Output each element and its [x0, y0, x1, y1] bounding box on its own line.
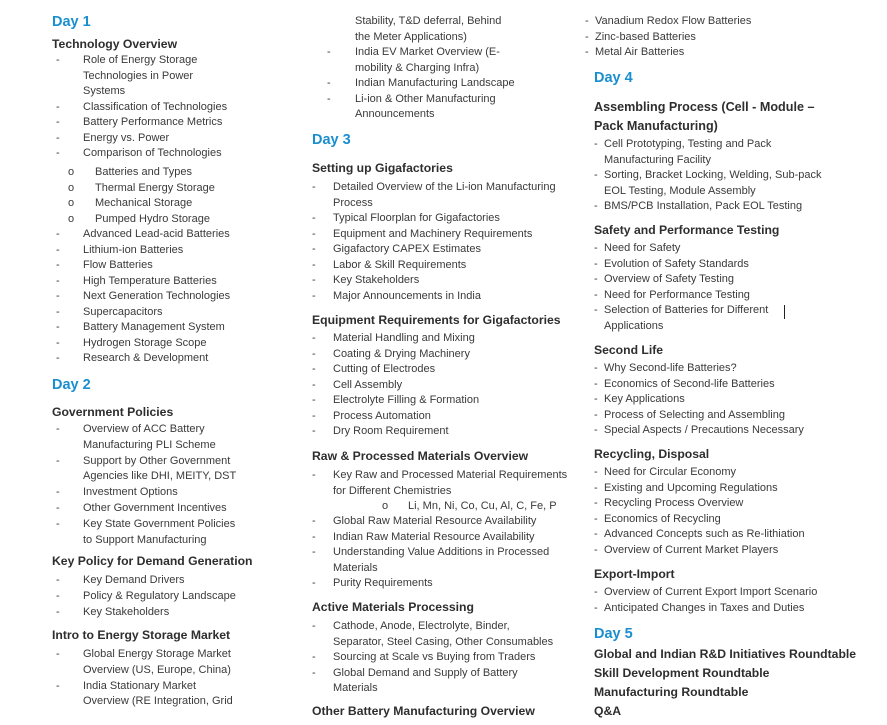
dash-bullet-icon: -: [594, 257, 598, 270]
dash-bullet-icon: -: [594, 466, 598, 478]
list-item-text: Flow Batteries: [83, 259, 153, 271]
list-item-text: Labor & Skill Requirements: [333, 258, 467, 271]
dash-bullet-icon: -: [594, 424, 598, 436]
dash-bullet-icon: -: [585, 15, 589, 27]
list-item-text: Next Generation Technologies: [83, 290, 231, 302]
list-item-text: Typical Floorplan for Gigafactories: [333, 212, 500, 224]
list-item-text: Global Demand and Supply of Battery: [333, 666, 518, 679]
dash-bullet-icon: -: [327, 77, 331, 89]
list-item-text: Understanding Value Additions in Processed: [333, 546, 550, 558]
list-item-text: Energy vs. Power: [83, 131, 170, 144]
dash-bullet-icon: -: [56, 305, 60, 318]
list-item-text: Need for Safety: [604, 242, 681, 254]
list-item-text: Major Announcements in India: [333, 289, 481, 302]
dash-bullet-icon: -: [594, 304, 598, 316]
list-item-text: Cell Assembly: [333, 378, 403, 391]
list-item-text: India EV Market Overview (E-: [355, 46, 500, 58]
dash-bullet-icon: -: [594, 200, 598, 212]
dash-bullet-icon: -: [312, 651, 316, 663]
dash-bullet-icon: -: [56, 274, 60, 287]
list-item-text: Advanced Lead-acid Batteries: [83, 228, 230, 240]
list-item-text: BMS/PCB Installation, Pack EOL Testing: [604, 200, 803, 212]
list-item-text: Technologies in Power: [83, 69, 194, 82]
list-item-text: EOL Testing, Module Assembly: [604, 184, 756, 197]
dash-bullet-icon: -: [312, 378, 316, 391]
dash-bullet-icon: -: [312, 289, 316, 302]
dash-bullet-icon: -: [312, 258, 316, 271]
list-item-text: Economics of Recycling: [604, 512, 721, 525]
dash-bullet-icon: -: [312, 332, 316, 344]
list-item-text: Cathode, Anode, Electrolyte, Binder,: [333, 620, 510, 632]
list-item-text: Need for Performance Testing: [604, 288, 750, 301]
list-item-text: Sorting, Bracket Locking, Welding, Sub-pack: [604, 169, 822, 181]
dash-bullet-icon: -: [594, 393, 598, 405]
section-heading-recycling: Recycling, Disposal: [594, 447, 710, 461]
dash-bullet-icon: -: [594, 601, 598, 614]
dash-bullet-icon: -: [56, 321, 60, 333]
dash-bullet-icon: -: [56, 606, 60, 619]
list-item-text: Sourcing at Scale vs Buying from Traders: [333, 651, 536, 663]
list-item-text: Other Government Incentives: [83, 502, 227, 515]
dash-bullet-icon: -: [56, 147, 60, 159]
list-item-text: Key Demand Drivers: [83, 574, 185, 586]
list-item-text: Selection of Batteries for Different: [604, 304, 769, 316]
dash-bullet-icon: -: [56, 100, 60, 113]
dash-bullet-icon: -: [594, 512, 598, 525]
circle-bullet-icon: o: [68, 197, 75, 209]
list-item-text: Role of Energy Storage: [83, 54, 198, 66]
list-item-text: Key Applications: [604, 393, 685, 405]
dash-bullet-icon: -: [594, 362, 598, 374]
section-heading-active-materials: Active Materials Processing: [312, 600, 474, 614]
circle-bullet-icon: o: [68, 212, 75, 225]
list-item-text: Stability, T&D deferral, Behind: [355, 15, 502, 27]
list-item-text: High Temperature Batteries: [83, 274, 217, 287]
list-item-text: Manufacturing Facility: [604, 153, 711, 166]
dash-bullet-icon: -: [312, 620, 316, 632]
section-heading-other-battery: Other Battery Manufacturing Overview: [312, 704, 535, 718]
section-heading-gigafactories: Setting up Gigafactories: [312, 161, 453, 175]
day-5-roundtable-item: Skill Development Roundtable: [594, 666, 770, 680]
dash-bullet-icon: -: [56, 590, 60, 603]
list-item-text: Materials: [333, 682, 378, 694]
dash-bullet-icon: -: [594, 528, 598, 540]
circle-bullet-icon: o: [68, 166, 75, 178]
list-item-text: Process: [333, 196, 373, 209]
dash-bullet-icon: -: [56, 352, 60, 364]
list-item-text: Battery Management System: [83, 321, 225, 333]
list-item-text: Announcements: [355, 108, 435, 120]
list-item-text: Comparison of Technologies: [83, 147, 222, 159]
circle-bullet-icon: o: [68, 181, 75, 194]
dash-bullet-icon: -: [56, 574, 60, 586]
dash-bullet-icon: -: [56, 336, 60, 349]
list-item-text: Policy & Regulatory Landscape: [83, 590, 236, 603]
list-item-text: Systems: [83, 85, 126, 97]
list-item-text: Indian Raw Material Resource Availability: [333, 530, 535, 543]
section-heading-second-life: Second Life: [594, 343, 664, 357]
list-item-text: Evolution of Safety Standards: [604, 257, 749, 270]
section-heading-government-policies: Government Policies: [52, 405, 174, 419]
section-heading-export-import: Export-Import: [594, 567, 675, 581]
dash-bullet-icon: -: [56, 486, 60, 499]
list-item-text: Mechanical Storage: [95, 197, 193, 209]
list-item-text: Materials: [333, 561, 378, 574]
day-5-title: Day 5: [594, 626, 633, 642]
section-heading-raw-materials: Raw & Processed Materials Overview: [312, 449, 529, 463]
dash-bullet-icon: -: [56, 518, 60, 531]
list-item-text: Separator, Steel Casing, Other Consumables: [333, 635, 554, 648]
dash-bullet-icon: -: [312, 363, 316, 375]
list-item-text: Gigafactory CAPEX Estimates: [333, 243, 481, 255]
list-item-text: Coating & Drying Machinery: [333, 347, 470, 360]
dash-bullet-icon: -: [312, 181, 316, 193]
list-item-text: Key State Government Policies: [83, 518, 236, 531]
dash-bullet-icon: -: [312, 243, 316, 255]
list-item-text: Battery Performance Metrics: [83, 116, 223, 128]
list-item-text: Lithium-ion Batteries: [83, 243, 184, 256]
list-item-text: Special Aspects / Precautions Necessary: [604, 424, 804, 436]
list-item-text: India Stationary Market: [83, 679, 197, 692]
list-item-text: Equipment and Machinery Requirements: [333, 227, 533, 240]
list-item-text: Purity Requirements: [333, 577, 433, 589]
list-item-text: Classification of Technologies: [83, 100, 228, 113]
list-item-text: Thermal Energy Storage: [95, 181, 215, 194]
dash-bullet-icon: -: [56, 259, 60, 271]
dash-bullet-icon: -: [594, 288, 598, 301]
dash-bullet-icon: -: [594, 377, 598, 390]
list-item-text: Recycling Process Overview: [604, 497, 744, 509]
dash-bullet-icon: -: [585, 46, 589, 58]
list-item-text: Material Handling and Mixing: [333, 332, 475, 344]
list-item-text: Global Energy Storage Market: [83, 648, 231, 660]
section-heading-intro-market: Intro to Energy Storage Market: [52, 628, 231, 642]
list-item-text: Li, Mn, Ni, Co, Cu, Al, C, Fe, P: [408, 500, 557, 512]
list-item-text: Process Automation: [333, 409, 431, 422]
dash-bullet-icon: -: [312, 425, 316, 437]
day-1-title: Day 1: [52, 14, 91, 30]
list-item-text: Overview of ACC Battery: [83, 423, 205, 435]
day-5-roundtable-item: Q&A: [594, 704, 622, 718]
section-heading-equipment: Equipment Requirements for Gigafactories: [312, 313, 561, 327]
list-item-text: Cutting of Electrodes: [333, 363, 436, 375]
dash-bullet-icon: -: [594, 497, 598, 509]
list-item-text: Economics of Second-life Batteries: [604, 377, 775, 390]
list-item-text: Anticipated Changes in Taxes and Duties: [604, 601, 805, 614]
dash-bullet-icon: -: [312, 274, 316, 286]
dash-bullet-icon: -: [56, 502, 60, 515]
list-item-text: Overview of Safety Testing: [604, 273, 735, 285]
dash-bullet-icon: -: [312, 577, 316, 589]
dash-bullet-icon: -: [56, 454, 60, 467]
list-item-text: Existing and Upcoming Regulations: [604, 481, 778, 494]
dash-bullet-icon: -: [56, 243, 60, 256]
list-item-text: Overview (RE Integration, Grid: [83, 695, 233, 707]
dash-bullet-icon: -: [56, 648, 60, 660]
list-item-text: to Support Manufacturing: [83, 533, 207, 546]
list-item-text: Detailed Overview of the Li-ion Manufacturing: [333, 181, 556, 193]
dash-bullet-icon: -: [56, 54, 60, 66]
dash-bullet-icon: -: [56, 679, 60, 692]
dash-bullet-icon: -: [594, 169, 598, 181]
list-item-text: Key Stakeholders: [333, 274, 420, 286]
dash-bullet-icon: -: [56, 131, 60, 144]
section-heading-technology-overview: Technology Overview: [52, 37, 178, 51]
list-item-text: Process of Selecting and Assembling: [604, 408, 785, 421]
dash-bullet-icon: -: [585, 30, 589, 43]
list-item-text: Batteries and Types: [95, 166, 193, 178]
dash-bullet-icon: -: [312, 546, 316, 558]
list-item-text: the Meter Applications): [355, 30, 467, 43]
list-item-text: Overview of Current Export Import Scenario: [604, 586, 818, 598]
dash-bullet-icon: -: [56, 423, 60, 435]
list-item-text: Cell Prototyping, Testing and Pack: [604, 138, 772, 150]
dash-bullet-icon: -: [594, 273, 598, 285]
list-item-text: Metal Air Batteries: [595, 46, 685, 58]
dash-bullet-icon: -: [594, 242, 598, 254]
dash-bullet-icon: -: [312, 347, 316, 360]
dash-bullet-icon: -: [56, 228, 60, 240]
dash-bullet-icon: -: [327, 46, 331, 58]
dash-bullet-icon: -: [312, 227, 316, 240]
dash-bullet-icon: -: [56, 290, 60, 302]
list-item-text: Electrolyte Filling & Formation: [333, 394, 480, 406]
list-item-text: Vanadium Redox Flow Batteries: [595, 15, 752, 27]
dash-bullet-icon: -: [312, 469, 316, 481]
list-item-text: mobility & Charging Infra): [355, 61, 480, 74]
dash-bullet-icon: -: [312, 212, 316, 224]
list-item-text: Global Raw Material Resource Availability: [333, 515, 537, 527]
dash-bullet-icon: -: [312, 530, 316, 543]
section-heading-key-policy: Key Policy for Demand Generation: [52, 554, 253, 568]
list-item-text: Need for Circular Economy: [604, 466, 737, 478]
dash-bullet-icon: -: [594, 481, 598, 494]
list-item-text: Research & Development: [83, 352, 209, 364]
list-item-text: Indian Manufacturing Landscape: [355, 77, 515, 89]
dash-bullet-icon: -: [312, 394, 316, 406]
day-5-roundtable-item: Manufacturing Roundtable: [594, 685, 749, 699]
dash-bullet-icon: -: [327, 92, 331, 105]
day-3-title: Day 3: [312, 132, 351, 148]
list-item-text: Investment Options: [83, 486, 178, 499]
list-item-text: Overview of Current Market Players: [604, 543, 779, 556]
dash-bullet-icon: -: [594, 543, 598, 556]
list-item-text: Key Raw and Processed Material Requirements: [333, 469, 568, 481]
section-heading-assembling: Assembling Process (Cell - Module – Pack Manufacturing): [594, 100, 815, 133]
list-item-text: Support by Other Government: [83, 454, 231, 467]
list-item-text: for Different Chemistries: [333, 484, 452, 497]
day-2-title: Day 2: [52, 377, 91, 393]
dash-bullet-icon: -: [594, 138, 598, 150]
dash-bullet-icon: -: [312, 409, 316, 422]
list-item-text: Applications: [604, 319, 664, 332]
list-item-text: Agencies like DHI, MEITY, DST: [83, 470, 237, 483]
day-5-roundtable-item: Global and Indian R&D Initiatives Roundtable: [594, 647, 857, 661]
list-item-text: Hydrogen Storage Scope: [83, 336, 207, 349]
list-item-text: Li-ion & Other Manufacturing: [355, 92, 496, 105]
circle-bullet-icon: o: [382, 500, 389, 512]
dash-bullet-icon: -: [594, 408, 598, 421]
text-cursor: [784, 305, 785, 319]
dash-bullet-icon: -: [312, 666, 316, 679]
list-item-text: Dry Room Requirement: [333, 425, 449, 437]
dash-bullet-icon: -: [56, 116, 60, 128]
list-item-text: Pumped Hydro Storage: [95, 212, 210, 225]
day-4-title: Day 4: [594, 70, 633, 86]
list-item-text: Why Second-life Batteries?: [604, 362, 737, 374]
dash-bullet-icon: -: [594, 586, 598, 598]
list-item-text: Manufacturing PLI Scheme: [83, 438, 216, 451]
list-item-text: Key Stakeholders: [83, 606, 170, 619]
list-item-text: Supercapacitors: [83, 305, 163, 318]
dash-bullet-icon: -: [312, 515, 316, 527]
section-heading-safety: Safety and Performance Testing: [594, 223, 780, 237]
list-item-text: Overview (US, Europe, China): [83, 663, 231, 676]
list-item-text: Zinc-based Batteries: [595, 30, 696, 43]
list-item-text: Advanced Concepts such as Re-lithiation: [604, 528, 805, 540]
